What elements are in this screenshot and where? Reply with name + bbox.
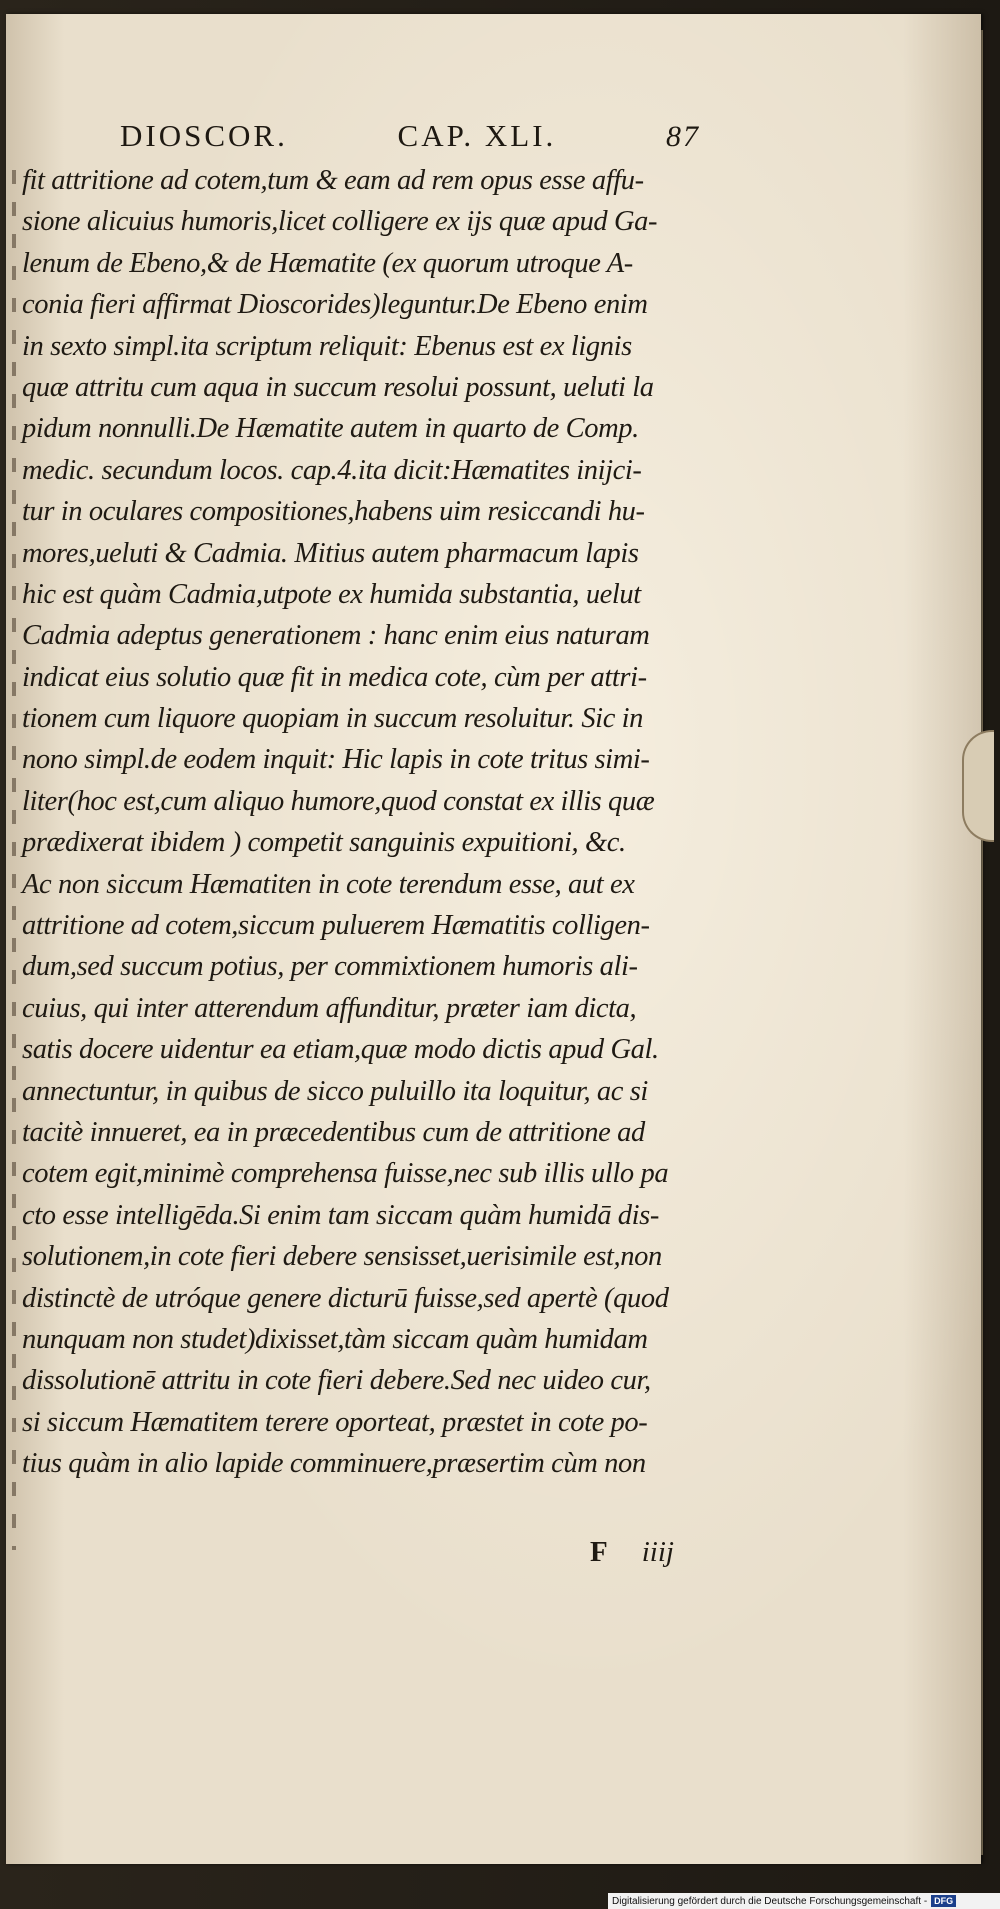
- text-line: dissolutionē attritu in cote fieri debere.Sed nec uideo cur,: [22, 1365, 651, 1397]
- margin-bleed-marks: [12, 170, 16, 1550]
- text-line: satis docere uidentur ea etiam,quæ modo dictis apud Gal.: [22, 1034, 659, 1066]
- text-line: lenum de Ebeno,& de Hæmatite (ex quorum utroque A-: [22, 247, 633, 279]
- text-line: cotem egit,minimè comprehensa fuisse,nec sub illis ullo pa: [22, 1158, 669, 1190]
- text-line: solutionem,in cote fieri debere sensisset,uerisimile est,non: [22, 1241, 662, 1273]
- text-line: sione alicuius humoris,licet colligere ex ijs quæ apud Ga-: [22, 206, 658, 238]
- page-number: 87: [665, 120, 700, 153]
- text-line: tionem cum liquore quopiam in succum resoluitur. Sic in: [22, 703, 644, 735]
- text-line: Cadmia adeptus generationem : hanc enim eius naturam: [22, 620, 650, 652]
- credit-text: Digitalisierung gefördert durch die Deutsche Forschungsgemeinschaft -: [612, 1895, 928, 1907]
- page-tab-mark: [962, 730, 994, 842]
- text-line: nono simpl.de eodem inquit: Hic lapis in cote tritus simi-: [22, 744, 650, 776]
- text-line: liter(hoc est,cum aliquo humore,quod constat ex illis quæ: [22, 785, 655, 817]
- text-line: cto esse intelligēda.Si enim tam siccam quàm humidā dis-: [22, 1199, 659, 1231]
- text-line: hic est quàm Cadmia,utpote ex humida substantia, uelut: [22, 578, 641, 610]
- text-line: prædixerat ibidem ) competit sanguinis expuitioni, &c.: [22, 827, 626, 859]
- signature-number: iiij: [641, 1536, 674, 1568]
- text-line: si siccum Hæmatitem terere oporteat, præstet in cote po-: [22, 1406, 648, 1438]
- text-line: mores,ueluti & Cadmia. Mitius autem pharmacum lapis: [22, 537, 639, 569]
- text-line: tacitè innueret, ea in præcedentibus cum de attritione ad: [22, 1116, 645, 1148]
- text-line: indicat eius solutio quæ fit in medica cote, cùm per attri-: [22, 661, 647, 693]
- text-line: annectuntur, in quibus de sicco puluillo ita loquitur, ac si: [22, 1075, 648, 1107]
- text-line: tius quàm in alio lapide comminuere,præsertim cùm non: [22, 1448, 646, 1480]
- text-line: in sexto simpl.ita scriptum reliquit: Ebenus est ex lignis: [22, 330, 632, 362]
- text-line: Ac non siccum Hæmatiten in cote terendum esse, aut ex: [22, 868, 635, 900]
- text-line: attritione ad cotem,siccum puluerem Hæmatitis colligen-: [22, 910, 650, 942]
- text-line: conia fieri affirmat Dioscorides)leguntur.De Ebeno enim: [22, 289, 648, 321]
- text-line: pidum nonnulli.De Hæmatite autem in quarto de Comp.: [22, 413, 639, 445]
- body-text: [22, 160, 742, 1485]
- text-line: dum,sed succum potius, per commixtionem humoris ali-: [22, 951, 638, 983]
- running-title: DIOSCOR.: [120, 118, 288, 153]
- chapter-label: CAP. XLI.: [397, 118, 557, 153]
- text-line: medic. secundum locos. cap.4.ita dicit:Hæmatites inijci-: [22, 454, 642, 486]
- text-line: quæ attritu cum aqua in succum resolui possunt, ueluti la: [22, 371, 654, 403]
- running-header: [120, 118, 700, 158]
- dfg-logo: DFG: [931, 1895, 956, 1907]
- text-line: distinctè de utróque genere dicturū fuisse,sed apertè (quod: [22, 1282, 669, 1314]
- text-line: tur in oculares compositiones,habens uim resiccandi hu-: [22, 496, 645, 528]
- digitization-credit: [608, 1893, 1000, 1909]
- signature-mark: [590, 1536, 710, 1576]
- signature-letter: F: [590, 1536, 608, 1568]
- text-line: fit attritione ad cotem,tum & eam ad rem opus esse affu-: [22, 165, 644, 196]
- text-line: nunquam non studet)dixisset,tàm siccam quàm humidam: [22, 1323, 648, 1355]
- text-line: cuius, qui inter atterendum affunditur, præter iam dicta,: [22, 992, 637, 1024]
